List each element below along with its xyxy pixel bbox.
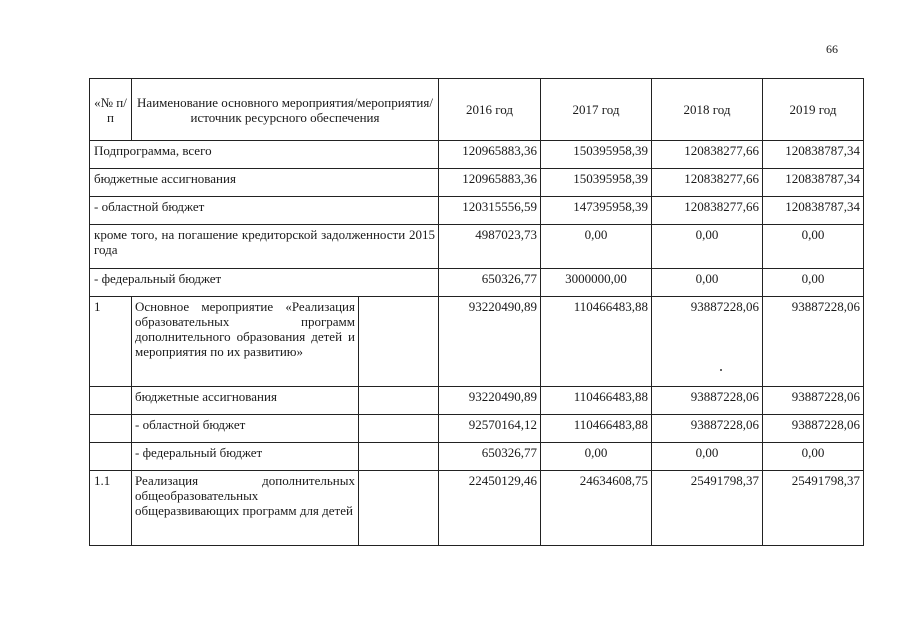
cell-2017: 24634608,75 — [541, 471, 652, 546]
header-2019: 2019 год — [763, 79, 864, 141]
cell-2017: 150395958,39 — [541, 141, 652, 169]
table-row — [90, 471, 864, 546]
table-row — [90, 169, 864, 197]
cell-2019: 25491798,37 — [763, 471, 864, 546]
cell-2018: 0,00 — [652, 269, 763, 297]
header-2016: 2016 год — [439, 79, 541, 141]
empty-cell — [90, 387, 132, 415]
section-name: Реализация дополнительных общеобразовательных общеразвивающих программ для детей — [132, 471, 359, 546]
cell-2017: 147395958,39 — [541, 197, 652, 225]
row-label: - областной бюджет — [90, 197, 439, 225]
cell-2019: 0,00 — [763, 269, 864, 297]
cell-2018: 0,00 — [652, 443, 763, 471]
row-label: - федеральный бюджет — [90, 269, 439, 297]
empty-cell — [359, 471, 439, 546]
cell-2019: 93887228,06 — [763, 297, 864, 387]
cell-2019: 93887228,06 — [763, 387, 864, 415]
cell-2016: 650326,77 — [439, 269, 541, 297]
table-row — [90, 197, 864, 225]
section-num: 1.1 — [90, 471, 132, 546]
row-label: - федеральный бюджет — [132, 443, 359, 471]
cell-2016: 93220490,89 — [439, 297, 541, 387]
table-row — [90, 297, 864, 387]
cell-2018: 0,00 — [652, 225, 763, 269]
cell-2017: 3000000,00 — [541, 269, 652, 297]
scan-dot — [720, 369, 722, 371]
cell-2016: 93220490,89 — [439, 387, 541, 415]
empty-cell — [359, 387, 439, 415]
cell-2019: 0,00 — [763, 225, 864, 269]
cell-2018: 93887228,06 — [652, 387, 763, 415]
section-num: 1 — [90, 297, 132, 387]
row-label: бюджетные ассигнования — [90, 169, 439, 197]
cell-2016: 4987023,73 — [439, 225, 541, 269]
cell-2017: 110466483,88 — [541, 297, 652, 387]
cell-2018: 120838277,66 — [652, 197, 763, 225]
table-row — [90, 225, 864, 269]
cell-2016: 22450129,46 — [439, 471, 541, 546]
cell-2016: 120965883,36 — [439, 141, 541, 169]
cell-2017: 150395958,39 — [541, 169, 652, 197]
cell-2018: 93887228,06 — [652, 415, 763, 443]
cell-2019: 120838787,34 — [763, 197, 864, 225]
cell-2018: 120838277,66 — [652, 141, 763, 169]
table-row — [90, 269, 864, 297]
cell-2017: 110466483,88 — [541, 387, 652, 415]
cell-2017: 0,00 — [541, 225, 652, 269]
header-num: «№ п/п — [90, 79, 132, 141]
row-label: Подпрограмма, всего — [90, 141, 439, 169]
cell-2018: 25491798,37 — [652, 471, 763, 546]
header-2017: 2017 год — [541, 79, 652, 141]
empty-cell — [359, 415, 439, 443]
empty-cell — [359, 297, 439, 387]
cell-2019: 120838787,34 — [763, 169, 864, 197]
table-row — [90, 387, 864, 415]
empty-cell — [90, 443, 132, 471]
cell-2019: 0,00 — [763, 443, 864, 471]
row-label: кроме того, на погашение кредиторской задолженности 2015 года — [90, 225, 439, 269]
empty-cell — [90, 415, 132, 443]
cell-2016: 120315556,59 — [439, 197, 541, 225]
cell-2017: 0,00 — [541, 443, 652, 471]
cell-2016: 120965883,36 — [439, 169, 541, 197]
page-number: 66 — [826, 42, 838, 56]
table-row — [90, 141, 864, 169]
header-2018: 2018 год — [652, 79, 763, 141]
row-label: - областной бюджет — [132, 415, 359, 443]
header-name: Наименование основного мероприятия/мероприятия/источник ресурсного обеспечения — [132, 79, 439, 141]
cell-2019: 93887228,06 — [763, 415, 864, 443]
cell-2016: 92570164,12 — [439, 415, 541, 443]
cell-2018: 120838277,66 — [652, 169, 763, 197]
cell-2018: 93887228,06 — [652, 297, 763, 387]
header-row — [90, 79, 864, 141]
table-row — [90, 415, 864, 443]
cell-2017: 110466483,88 — [541, 415, 652, 443]
cell-2016: 650326,77 — [439, 443, 541, 471]
cell-2019: 120838787,34 — [763, 141, 864, 169]
row-label: бюджетные ассигнования — [132, 387, 359, 415]
empty-cell — [359, 443, 439, 471]
budget-table — [89, 78, 864, 546]
section-name: Основное мероприятие «Реализация образовательных программ дополнительного образования детей и мероприятия по их развитию» — [132, 297, 359, 387]
table-row — [90, 443, 864, 471]
